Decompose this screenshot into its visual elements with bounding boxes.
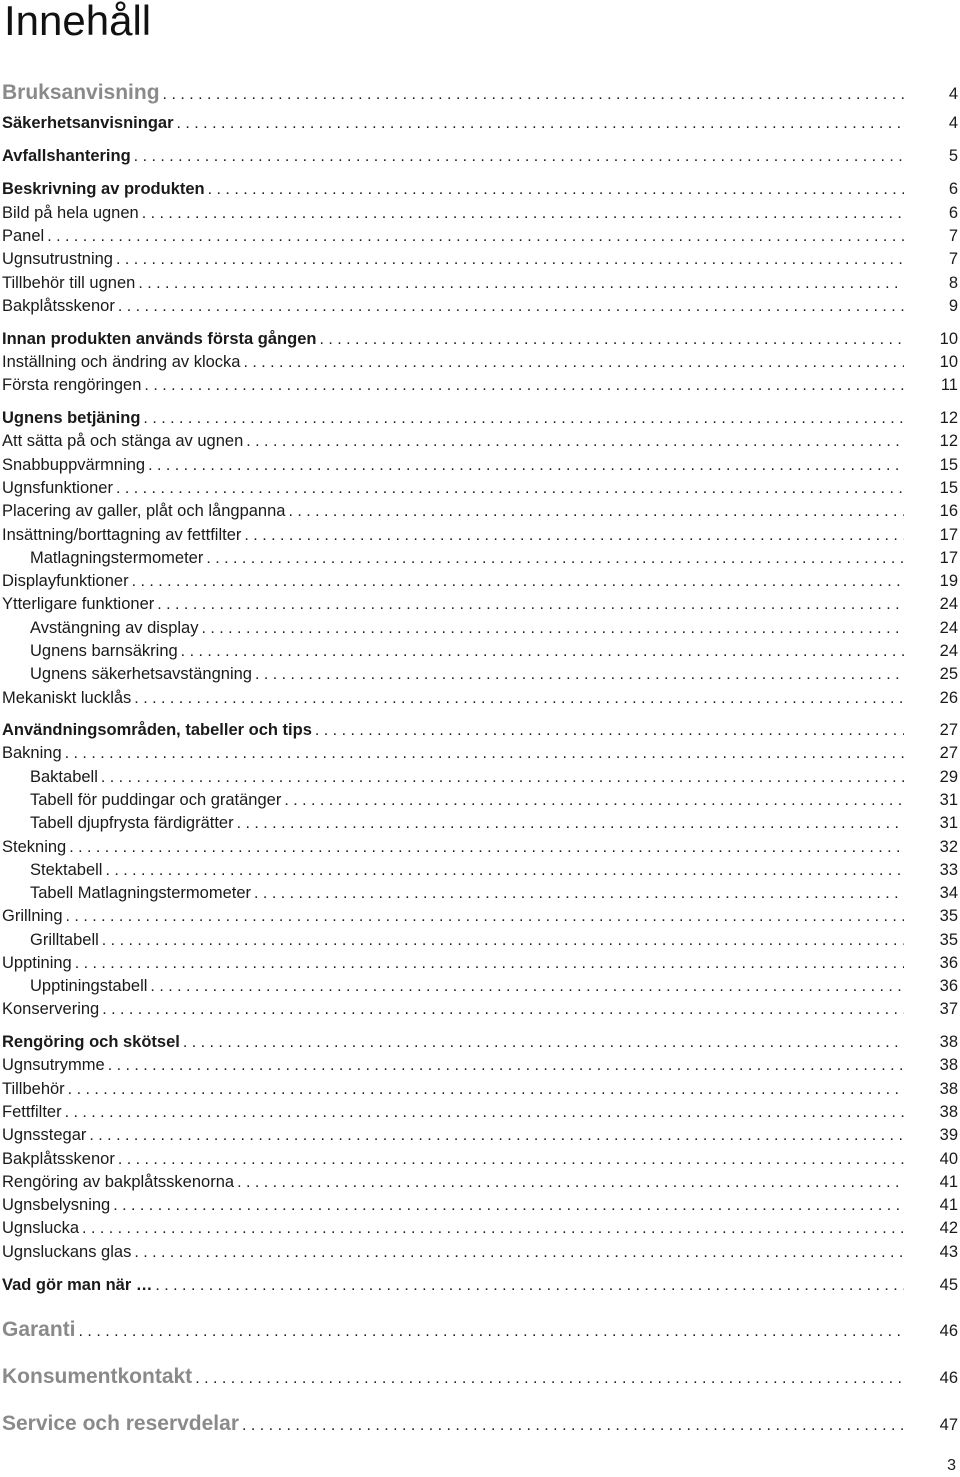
toc-entry[interactable] — [2, 431, 958, 452]
toc-entry[interactable] — [2, 1218, 958, 1239]
dot-leader — [142, 204, 904, 224]
dot-leader — [254, 884, 904, 904]
toc-entry[interactable] — [2, 790, 958, 811]
toc-entry-page: 26 — [939, 689, 958, 707]
toc-entry-page: 17 — [939, 549, 958, 567]
toc-entry-title: Säkerhetsanvisningar — [2, 114, 174, 132]
toc-entry-page: 35 — [939, 931, 958, 949]
toc-entry-title: Ugnsstegar — [2, 1126, 87, 1144]
toc-entry-title: Bild på hela ugnen — [2, 204, 139, 222]
dot-leader — [181, 642, 904, 662]
toc-entry-title: Första rengöringen — [2, 376, 142, 394]
dot-leader — [201, 619, 904, 639]
toc-entry[interactable] — [2, 1364, 958, 1392]
toc-entry-page: 15 — [939, 479, 958, 497]
toc-entry-page: 8 — [948, 274, 958, 292]
toc-entry[interactable] — [2, 883, 958, 904]
dot-leader — [116, 250, 904, 270]
toc-entry[interactable] — [2, 1032, 958, 1053]
toc-entry[interactable] — [2, 478, 958, 499]
dot-leader — [319, 330, 904, 350]
toc-entry-title: Att sätta på och stänga av ugnen — [2, 432, 244, 450]
dot-leader — [237, 814, 904, 834]
toc-entry[interactable] — [2, 203, 958, 224]
dot-leader — [157, 595, 904, 615]
toc-entry[interactable] — [2, 296, 958, 317]
toc-entry-page: 12 — [939, 409, 958, 427]
toc-entry[interactable] — [2, 999, 958, 1020]
toc-entry-page: 47 — [939, 1416, 958, 1434]
toc-entry-title: Ugnsluckans glas — [2, 1243, 132, 1261]
toc-entry-title: Ugnsutrymme — [2, 1056, 105, 1074]
dot-leader — [208, 180, 904, 200]
toc-entry-title: Fettfilter — [2, 1103, 62, 1121]
dot-leader — [288, 502, 904, 522]
toc-entry[interactable] — [2, 1055, 958, 1076]
toc-entry[interactable] — [2, 720, 958, 741]
toc-entry[interactable] — [2, 641, 958, 662]
toc-entry-title: Panel — [2, 227, 45, 245]
toc-entry[interactable] — [2, 1411, 958, 1439]
toc-entry-title: Konsumentkontakt — [2, 1365, 193, 1388]
toc-entry-page: 6 — [948, 180, 958, 198]
dot-leader — [102, 1000, 904, 1020]
toc-entry-page: 5 — [948, 147, 958, 165]
toc-entry[interactable] — [2, 1149, 958, 1170]
toc-entry-title: Ugnens barnsäkring — [30, 642, 178, 660]
dot-leader — [134, 1243, 904, 1263]
toc-entry-page: 10 — [939, 330, 958, 348]
toc-entry[interactable] — [2, 525, 958, 546]
toc-entry-page: 7 — [948, 227, 958, 245]
toc-entry-page: 39 — [939, 1126, 958, 1144]
toc-entry-title: Inställning och ändring av klocka — [2, 353, 241, 371]
toc-entry-title: Ugnens säkerhetsavstängning — [30, 665, 252, 683]
toc-entry[interactable] — [2, 1242, 958, 1263]
toc-entry-title: Matlagningstermometer — [30, 549, 204, 567]
dot-leader — [108, 1056, 904, 1076]
toc-entry[interactable] — [2, 618, 958, 639]
dot-leader — [132, 572, 904, 592]
toc-entry-page: 24 — [939, 642, 958, 660]
page-number: 3 — [947, 1457, 956, 1474]
toc-entry-title: Snabbuppvärmning — [2, 456, 146, 474]
dot-leader — [134, 689, 904, 709]
dot-leader — [237, 1173, 904, 1193]
toc-entry[interactable] — [2, 953, 958, 974]
toc-entry-title: Användningsområden, tabeller och tips — [2, 721, 312, 739]
toc-entry-page: 11 — [940, 376, 958, 394]
dot-leader — [118, 297, 904, 317]
toc-entry-page: 10 — [939, 353, 958, 371]
toc-entry-title: Ugnsfunktioner — [2, 479, 113, 497]
toc-entry[interactable] — [2, 80, 958, 108]
dot-leader — [89, 1126, 904, 1146]
dot-leader — [284, 791, 904, 811]
toc-entry-title: Tabell djupfrysta färdigrätter — [30, 814, 234, 832]
toc-entry-page: 7 — [948, 250, 958, 268]
toc-entry[interactable] — [2, 408, 958, 429]
toc-entry[interactable] — [2, 743, 958, 764]
dot-leader — [65, 744, 904, 764]
dot-leader — [150, 977, 904, 997]
dot-leader — [69, 838, 904, 858]
dot-leader — [68, 1080, 904, 1100]
toc-entry-page: 46 — [939, 1322, 958, 1340]
toc-entry[interactable] — [2, 352, 958, 373]
toc-entry-title: Tillbehör — [2, 1080, 65, 1098]
toc-entry-title: Service och reservdelar — [2, 1412, 239, 1435]
toc-entry-page: 41 — [939, 1173, 958, 1191]
dot-leader — [195, 1366, 904, 1392]
dot-leader — [255, 665, 904, 685]
toc-entry[interactable] — [2, 688, 958, 709]
dot-leader — [155, 1276, 904, 1296]
dot-leader — [79, 1319, 904, 1345]
toc-entry[interactable] — [2, 767, 958, 788]
toc-entry[interactable] — [2, 976, 958, 997]
toc-entry-page: 17 — [939, 526, 958, 544]
dot-leader — [118, 1150, 904, 1170]
toc-entry[interactable] — [2, 329, 958, 350]
dot-leader — [65, 1103, 904, 1123]
toc-entry[interactable] — [2, 548, 958, 569]
toc-entry-page: 29 — [939, 768, 958, 786]
toc-entry-title: Ugnsbelysning — [2, 1196, 111, 1214]
toc-entry-page: 36 — [939, 954, 958, 972]
toc-entry-page: 9 — [948, 297, 958, 315]
toc-entry-page: 41 — [939, 1196, 958, 1214]
dot-leader — [163, 82, 904, 108]
toc-entry[interactable] — [2, 837, 958, 858]
toc-entry-page: 19 — [939, 572, 958, 590]
dot-leader — [243, 353, 904, 373]
toc-entry-page: 42 — [939, 1219, 958, 1237]
toc-entry-title: Ugnens betjäning — [2, 409, 141, 427]
toc-entry-page: 33 — [939, 861, 958, 879]
toc-entry-title: Placering av galler, plåt och långpanna — [2, 502, 286, 520]
toc-entry-page: 24 — [939, 595, 958, 613]
toc-entry[interactable] — [2, 594, 958, 615]
toc-entry[interactable] — [2, 1275, 958, 1296]
dot-leader — [246, 432, 904, 452]
toc-entry-page: 32 — [939, 838, 958, 856]
dot-leader — [177, 114, 905, 134]
dot-leader — [116, 479, 904, 499]
toc-entry[interactable] — [2, 1079, 958, 1100]
toc-entry-title: Beskrivning av produkten — [2, 180, 205, 198]
toc-entry[interactable] — [2, 179, 958, 200]
toc-entry-page: 4 — [948, 85, 958, 103]
toc-entry-page: 4 — [948, 114, 958, 132]
dot-leader — [47, 227, 904, 247]
toc-entry-page: 36 — [939, 977, 958, 995]
toc-entry[interactable] — [2, 1102, 958, 1123]
toc-entry-page: 38 — [939, 1033, 958, 1051]
toc-entry-title: Rengöring och skötsel — [2, 1033, 180, 1051]
toc-entry-page: 40 — [939, 1150, 958, 1168]
toc-entry-page: 27 — [939, 744, 958, 762]
dot-leader — [134, 147, 904, 167]
toc-entry-title: Bakning — [2, 744, 62, 762]
toc-entry[interactable] — [2, 1317, 958, 1345]
toc-entry-title: Grilltabell — [30, 931, 99, 949]
toc-entry[interactable] — [2, 146, 958, 167]
toc-entry[interactable] — [2, 226, 958, 247]
toc-entry-page: 31 — [939, 791, 958, 809]
toc-entry-title: Ugnsutrustning — [2, 250, 113, 268]
dot-leader — [183, 1033, 904, 1053]
toc-entry-page: 24 — [939, 619, 958, 637]
toc-entry-page: 43 — [939, 1243, 958, 1261]
toc-entry-page: 16 — [939, 502, 958, 520]
dot-leader — [138, 274, 904, 294]
toc-entry-page: 31 — [939, 814, 958, 832]
toc-entry-page: 46 — [939, 1369, 958, 1387]
toc-entry-title: Avfallshantering — [2, 147, 131, 165]
toc-entry[interactable] — [2, 113, 958, 134]
toc-entry[interactable] — [2, 906, 958, 927]
toc-entry-title: Stektabell — [30, 861, 103, 879]
toc-entry[interactable] — [2, 813, 958, 834]
toc-entry-page: 12 — [939, 432, 958, 450]
toc-entry-title: Innan produkten används första gången — [2, 330, 317, 348]
toc-entry-title: Insättning/borttagning av fettfilter — [2, 526, 242, 544]
toc-entry-title: Rengöring av bakplåtsskenorna — [2, 1173, 235, 1191]
toc-entry-title: Upptining — [2, 954, 72, 972]
toc-entry-page: 34 — [939, 884, 958, 902]
toc-entry-title: Vad gör man när … — [2, 1276, 153, 1294]
dot-leader — [144, 376, 904, 396]
toc-entry[interactable] — [2, 1195, 958, 1216]
dot-leader — [101, 768, 904, 788]
toc-entry-title: Bakplåtsskenor — [2, 1150, 115, 1168]
toc-entry-title: Bakplåtsskenor — [2, 297, 115, 315]
toc-entry-page: 37 — [939, 1000, 958, 1018]
toc-entry-page: 38 — [939, 1080, 958, 1098]
toc-entry[interactable] — [2, 455, 958, 476]
dot-leader — [102, 931, 904, 951]
dot-leader — [75, 954, 904, 974]
dot-leader — [105, 861, 904, 881]
toc-entry-page: 38 — [939, 1103, 958, 1121]
toc-entry-title: Ytterligare funktioner — [2, 595, 155, 613]
toc-entry-page: 45 — [939, 1276, 958, 1294]
dot-leader — [113, 1196, 904, 1216]
toc-entry-title: Tillbehör till ugnen — [2, 274, 136, 292]
toc-entry-title: Avstängning av display — [30, 619, 199, 637]
toc-entry[interactable] — [2, 249, 958, 270]
toc-entry-title: Konservering — [2, 1000, 100, 1018]
toc-entry-page: 25 — [939, 665, 958, 683]
toc-entry[interactable] — [2, 664, 958, 685]
toc-entry-title: Garanti — [2, 1318, 76, 1341]
toc-entry[interactable] — [2, 1125, 958, 1146]
dot-leader — [66, 907, 904, 927]
toc-entry[interactable] — [2, 375, 958, 396]
dot-leader — [206, 549, 904, 569]
dot-leader — [143, 409, 904, 429]
toc-entry-title: Mekaniskt lucklås — [2, 689, 132, 707]
toc-entry-title: Ugnslucka — [2, 1219, 80, 1237]
toc-entry[interactable] — [2, 571, 958, 592]
toc-entry-page: 27 — [939, 721, 958, 739]
toc-entry-title: Baktabell — [30, 768, 98, 786]
toc-entry-title: Stekning — [2, 838, 67, 856]
toc-entry[interactable] — [2, 1172, 958, 1193]
toc-entry-title: Tabell för puddingar och gratänger — [30, 791, 282, 809]
toc-entry-page: 6 — [948, 204, 958, 222]
dot-leader — [315, 721, 904, 741]
toc-entry-title: Grillning — [2, 907, 63, 925]
dot-leader — [148, 456, 904, 476]
page-title: Innehåll — [4, 0, 152, 44]
dot-leader — [242, 1413, 904, 1439]
toc-entry-title: Tabell Matlagningstermometer — [30, 884, 252, 902]
dot-leader — [82, 1219, 904, 1239]
toc-entry-page: 15 — [939, 456, 958, 474]
toc-entry-page: 38 — [939, 1056, 958, 1074]
toc-entry[interactable] — [2, 860, 958, 881]
dot-leader — [244, 526, 904, 546]
toc-entry[interactable] — [2, 930, 958, 951]
toc-entry-page: 35 — [939, 907, 958, 925]
toc-entry[interactable] — [2, 501, 958, 522]
toc-entry-title: Displayfunktioner — [2, 572, 129, 590]
toc-entry[interactable] — [2, 273, 958, 294]
toc-entry-title: Upptiningstabell — [30, 977, 148, 995]
toc-entry-title: Bruksanvisning — [2, 81, 160, 104]
